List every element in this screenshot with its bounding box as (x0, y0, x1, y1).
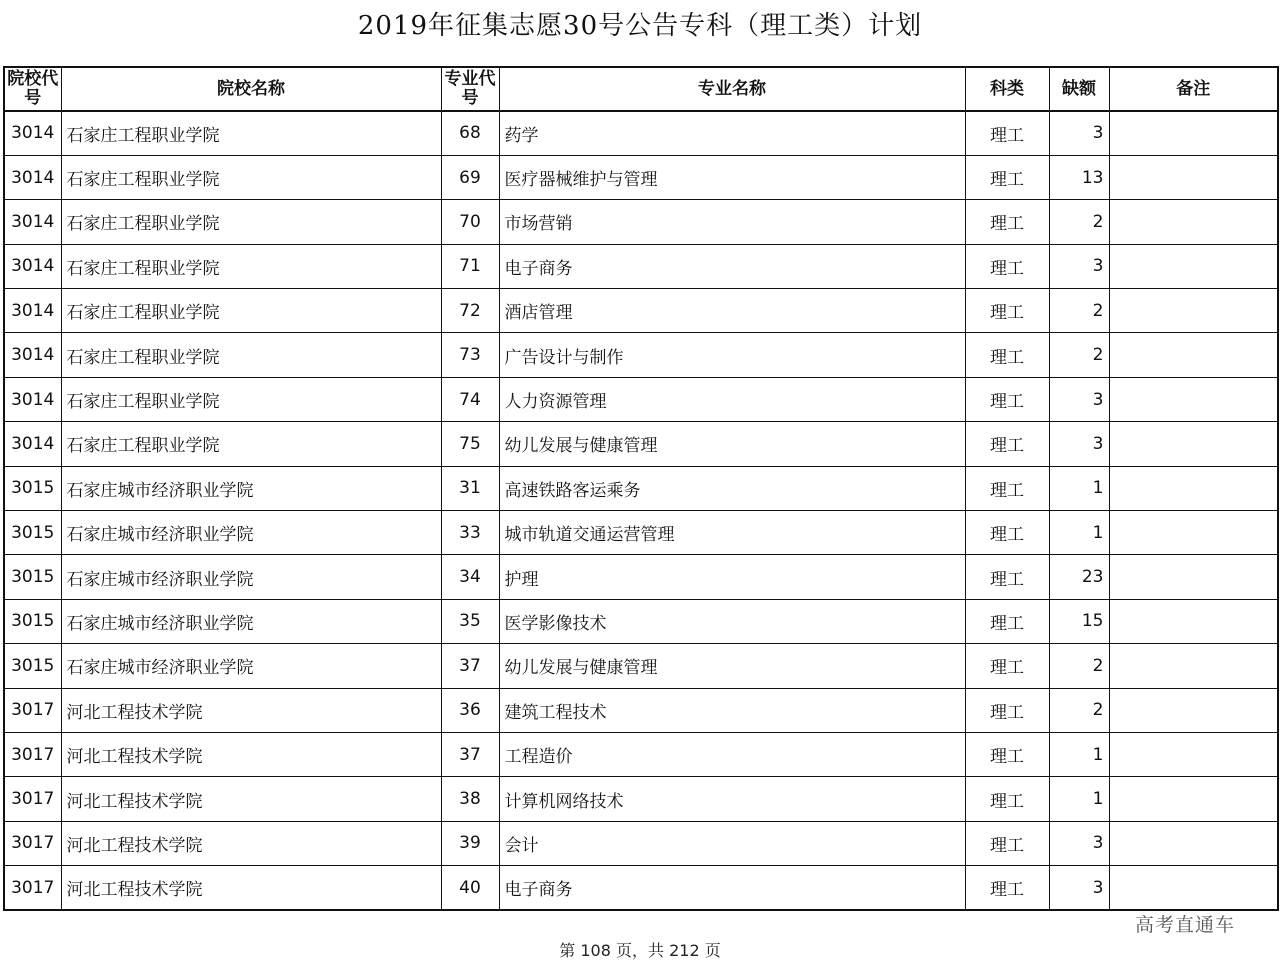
cell-school-name: 石家庄工程职业学院 (61, 155, 441, 199)
cell-quota: 2 (1049, 289, 1109, 333)
header-school-name: 院校名称 (61, 67, 441, 111)
cell-school-code: 3014 (4, 422, 61, 466)
cell-school-name: 河北工程技术学院 (61, 688, 441, 732)
cell-major-code: 75 (441, 422, 499, 466)
cell-category: 理工 (965, 866, 1049, 910)
cell-school-code: 3015 (4, 555, 61, 599)
cell-school-name: 河北工程技术学院 (61, 777, 441, 821)
table-body (4, 111, 1278, 910)
cell-school-code: 3015 (4, 466, 61, 510)
cell-category: 理工 (965, 422, 1049, 466)
cell-quota: 2 (1049, 333, 1109, 377)
cell-major-code: 74 (441, 377, 499, 421)
table-row (4, 200, 1278, 244)
header-major-name: 专业名称 (499, 67, 965, 111)
cell-school-name: 河北工程技术学院 (61, 732, 441, 776)
cell-school-code: 3017 (4, 821, 61, 865)
cell-school-code: 3014 (4, 111, 61, 155)
cell-school-code: 3014 (4, 333, 61, 377)
cell-category: 理工 (965, 244, 1049, 288)
cell-major-name: 计算机网络技术 (499, 777, 965, 821)
cell-school-name: 石家庄工程职业学院 (61, 333, 441, 377)
cell-school-code: 3017 (4, 732, 61, 776)
cell-major-code: 71 (441, 244, 499, 288)
cell-category: 理工 (965, 777, 1049, 821)
cell-major-code: 40 (441, 866, 499, 910)
cell-major-name: 医疗器械维护与管理 (499, 155, 965, 199)
cell-school-name: 石家庄工程职业学院 (61, 289, 441, 333)
cell-major-name: 会计 (499, 821, 965, 865)
table-row (4, 599, 1278, 643)
cell-major-name: 电子商务 (499, 866, 965, 910)
cell-school-code: 3017 (4, 688, 61, 732)
cell-note (1109, 688, 1278, 732)
cell-note (1109, 244, 1278, 288)
header-major-code: 专业代号 (441, 67, 499, 111)
cell-quota: 13 (1049, 155, 1109, 199)
cell-school-code: 3014 (4, 377, 61, 421)
cell-school-name: 河北工程技术学院 (61, 866, 441, 910)
cell-major-code: 37 (441, 732, 499, 776)
cell-school-code: 3015 (4, 511, 61, 555)
header-school-code: 院校代号 (4, 67, 61, 111)
cell-major-code: 72 (441, 289, 499, 333)
cell-note (1109, 555, 1278, 599)
cell-category: 理工 (965, 821, 1049, 865)
cell-note (1109, 777, 1278, 821)
cell-category: 理工 (965, 111, 1049, 155)
table-row (4, 333, 1278, 377)
cell-note (1109, 599, 1278, 643)
cell-school-code: 3017 (4, 777, 61, 821)
cell-major-code: 39 (441, 821, 499, 865)
cell-school-code: 3014 (4, 244, 61, 288)
cell-category: 理工 (965, 511, 1049, 555)
cell-major-name: 电子商务 (499, 244, 965, 288)
header-note: 备注 (1109, 67, 1278, 111)
cell-note (1109, 511, 1278, 555)
cell-quota: 2 (1049, 688, 1109, 732)
cell-major-name: 市场营销 (499, 200, 965, 244)
cell-note (1109, 422, 1278, 466)
cell-note (1109, 377, 1278, 421)
cell-note (1109, 866, 1278, 910)
table-row (4, 466, 1278, 510)
cell-quota: 2 (1049, 644, 1109, 688)
cell-category: 理工 (965, 732, 1049, 776)
cell-school-name: 石家庄工程职业学院 (61, 111, 441, 155)
cell-school-name: 石家庄城市经济职业学院 (61, 466, 441, 510)
cell-school-code: 3014 (4, 289, 61, 333)
cell-school-name: 石家庄城市经济职业学院 (61, 644, 441, 688)
cell-category: 理工 (965, 599, 1049, 643)
cell-school-name: 石家庄城市经济职业学院 (61, 511, 441, 555)
cell-major-code: 31 (441, 466, 499, 510)
table-row (4, 644, 1278, 688)
cell-major-code: 68 (441, 111, 499, 155)
cell-major-name: 工程造价 (499, 732, 965, 776)
cell-major-name: 城市轨道交通运营管理 (499, 511, 965, 555)
cell-note (1109, 155, 1278, 199)
table-row (4, 244, 1278, 288)
table-row (4, 555, 1278, 599)
page-title: 2019年征集志愿30号公告专科（理工类）计划 (357, 11, 923, 41)
cell-quota: 3 (1049, 422, 1109, 466)
cell-major-code: 33 (441, 511, 499, 555)
cell-category: 理工 (965, 377, 1049, 421)
table-row (4, 155, 1278, 199)
cell-school-code: 3014 (4, 155, 61, 199)
cell-quota: 1 (1049, 466, 1109, 510)
cell-major-code: 69 (441, 155, 499, 199)
cell-quota: 3 (1049, 111, 1109, 155)
table-row (4, 866, 1278, 910)
table-row (4, 422, 1278, 466)
cell-quota: 3 (1049, 244, 1109, 288)
table-row (4, 732, 1278, 776)
cell-school-name: 石家庄城市经济职业学院 (61, 599, 441, 643)
table-row (4, 511, 1278, 555)
cell-quota: 1 (1049, 777, 1109, 821)
cell-school-code: 3015 (4, 599, 61, 643)
cell-school-code: 3017 (4, 866, 61, 910)
cell-note (1109, 111, 1278, 155)
cell-note (1109, 289, 1278, 333)
cell-note (1109, 200, 1278, 244)
header-category: 科类 (965, 67, 1049, 111)
cell-quota: 3 (1049, 866, 1109, 910)
cell-quota: 1 (1049, 511, 1109, 555)
page-footer: 第 108 页，共 212 页 (559, 941, 721, 960)
cell-major-name: 幼儿发展与健康管理 (499, 644, 965, 688)
table-row (4, 777, 1278, 821)
cell-school-name: 石家庄工程职业学院 (61, 244, 441, 288)
cell-school-name: 河北工程技术学院 (61, 821, 441, 865)
cell-school-code: 3014 (4, 200, 61, 244)
cell-quota: 3 (1049, 377, 1109, 421)
cell-quota: 1 (1049, 732, 1109, 776)
cell-quota: 3 (1049, 821, 1109, 865)
table-row (4, 377, 1278, 421)
cell-major-name: 人力资源管理 (499, 377, 965, 421)
cell-school-name: 石家庄工程职业学院 (61, 200, 441, 244)
cell-note (1109, 732, 1278, 776)
cell-major-name: 护理 (499, 555, 965, 599)
cell-quota: 15 (1049, 599, 1109, 643)
cell-major-name: 药学 (499, 111, 965, 155)
cell-category: 理工 (965, 644, 1049, 688)
table-header-row (4, 67, 1278, 111)
cell-note (1109, 466, 1278, 510)
cell-school-name: 石家庄工程职业学院 (61, 377, 441, 421)
cell-major-code: 73 (441, 333, 499, 377)
cell-school-code: 3015 (4, 644, 61, 688)
table-row (4, 289, 1278, 333)
cell-major-name: 酒店管理 (499, 289, 965, 333)
cell-category: 理工 (965, 155, 1049, 199)
cell-note (1109, 333, 1278, 377)
cell-major-code: 36 (441, 688, 499, 732)
cell-major-name: 广告设计与制作 (499, 333, 965, 377)
cell-school-name: 石家庄城市经济职业学院 (61, 555, 441, 599)
cell-note (1109, 821, 1278, 865)
cell-school-name: 石家庄工程职业学院 (61, 422, 441, 466)
cell-category: 理工 (965, 555, 1049, 599)
table-row (4, 688, 1278, 732)
cell-major-name: 高速铁路客运乘务 (499, 466, 965, 510)
cell-major-code: 37 (441, 644, 499, 688)
cell-quota: 23 (1049, 555, 1109, 599)
table-row (4, 821, 1278, 865)
admission-plan-table (3, 66, 1279, 911)
cell-category: 理工 (965, 333, 1049, 377)
table-row (4, 111, 1278, 155)
cell-category: 理工 (965, 466, 1049, 510)
cell-major-code: 34 (441, 555, 499, 599)
cell-major-name: 医学影像技术 (499, 599, 965, 643)
cell-major-name: 幼儿发展与健康管理 (499, 422, 965, 466)
cell-note (1109, 644, 1278, 688)
cell-major-code: 35 (441, 599, 499, 643)
cell-major-name: 建筑工程技术 (499, 688, 965, 732)
cell-quota: 2 (1049, 200, 1109, 244)
header-quota: 缺额 (1049, 67, 1109, 111)
cell-category: 理工 (965, 200, 1049, 244)
cell-major-code: 38 (441, 777, 499, 821)
cell-major-code: 70 (441, 200, 499, 244)
cell-category: 理工 (965, 688, 1049, 732)
cell-category: 理工 (965, 289, 1049, 333)
watermark-text: 高考直通车 (1134, 914, 1235, 936)
